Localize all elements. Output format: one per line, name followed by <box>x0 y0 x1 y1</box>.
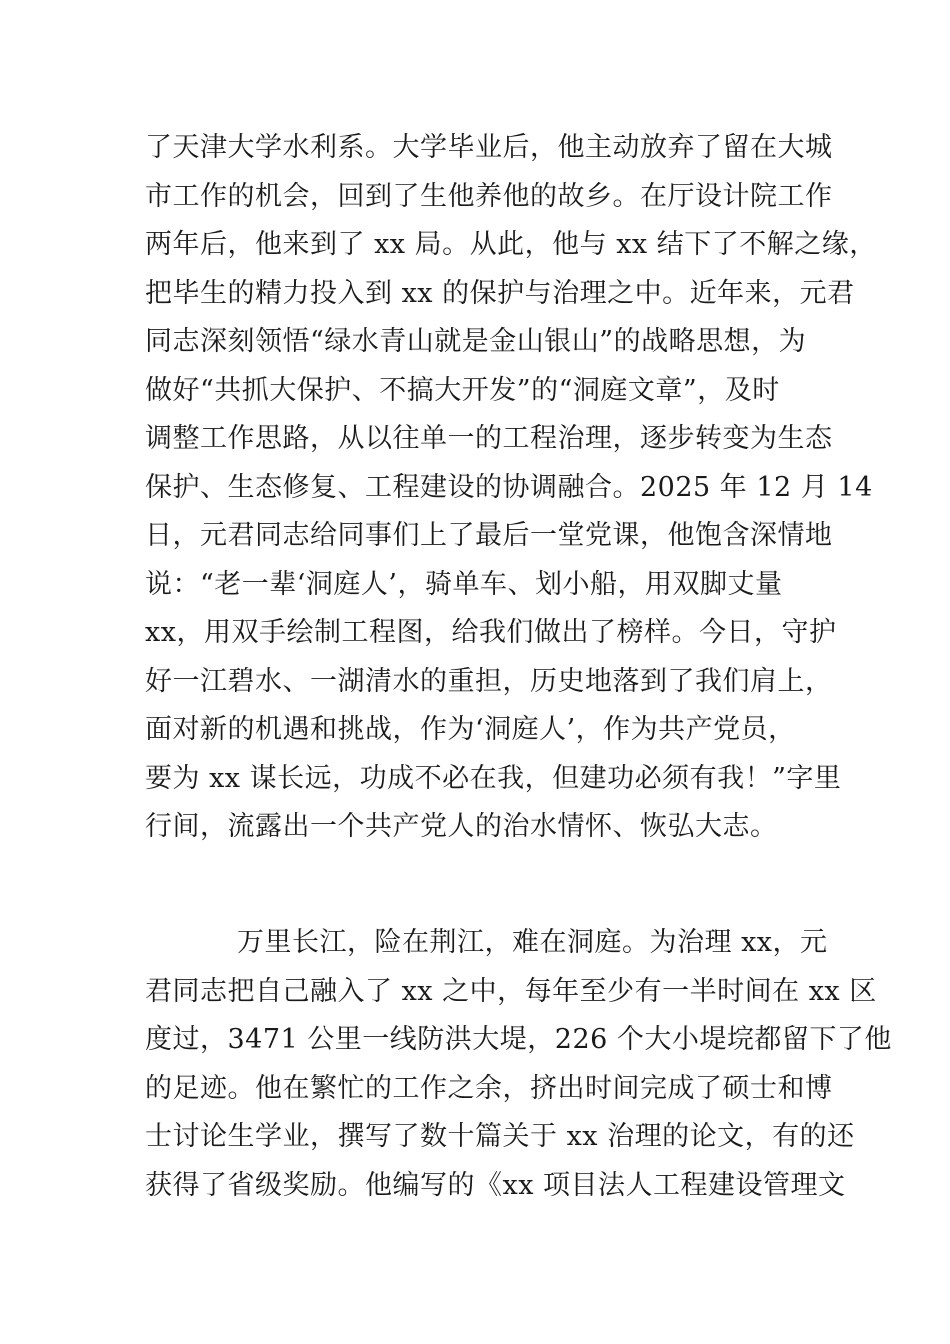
paragraph-2 <box>145 919 892 1210</box>
text-line: 度过，3471 公里一线防洪大堤，226 个大小堤垸都留下了他 <box>145 1024 892 1055</box>
text-line: 获得了省级奖励。他编写的《xx 项目法人工程建设管理文 <box>145 1169 846 1201</box>
text-line: 同志深刻领悟“绿水青山就是金山银山”的战略思想，为 <box>145 326 807 357</box>
text-line: 保护、生态修复、工程建设的协调融合。2025 年 12 月 14 <box>145 471 873 503</box>
text-line: 行间，流露出一个共产党人的治水情怀、恢弘大志。 <box>145 811 778 842</box>
text-line: 市工作的机会，回到了生他养他的故乡。在厅设计院工作 <box>145 180 833 212</box>
text-line: 两年后，他来到了 xx 局。从此，他与 xx 结下了不解之缘， <box>145 229 877 260</box>
text-line: 面对新的机遇和挑战，作为‘洞庭人’，作为共产党员， <box>145 714 796 745</box>
text-line: 万里长江，险在荆江，难在洞庭。为治理 xx，元 <box>237 927 828 958</box>
text-line: 要为 xx 谋长远，功成不必在我，但建功必须有我！”字里 <box>145 762 842 794</box>
text-line: 了天津大学水利系。大学毕业后，他主动放弃了留在大城 <box>145 132 833 163</box>
text-line: 调整工作思路，从以往单一的工程治理，逐步转变为生态 <box>145 423 833 454</box>
text-line: 日，元君同志给同事们上了最后一堂党课，他饱含深情地 <box>145 520 833 551</box>
text-line: 做好“共抓大保护、不搞大开发”的“洞庭文章”，及时 <box>145 374 780 406</box>
text-line: xx，用双手绘制工程图，给我们做出了榜样。今日，守护 <box>145 617 837 648</box>
paragraph-1 <box>145 124 877 852</box>
text-line: 的足迹。他在繁忙的工作之余，挤出时间完成了硕士和博 <box>145 1072 833 1104</box>
text-line: 说：“老一辈‘洞庭人’，骑单车、划小船，用双脚丈量 <box>145 568 783 600</box>
text-line: 士讨论生学业，撰写了数十篇关于 xx 治理的论文，有的还 <box>145 1121 855 1152</box>
text-line: 好一江碧水、一湖清水的重担，历史地落到了我们肩上， <box>145 665 833 697</box>
text-line: 把毕生的精力投入到 xx 的保护与治理之中。近年来，元君 <box>145 277 855 309</box>
text-line: 君同志把自己融入了 xx 之中，每年至少有一半时间在 xx 区 <box>145 975 877 1007</box>
